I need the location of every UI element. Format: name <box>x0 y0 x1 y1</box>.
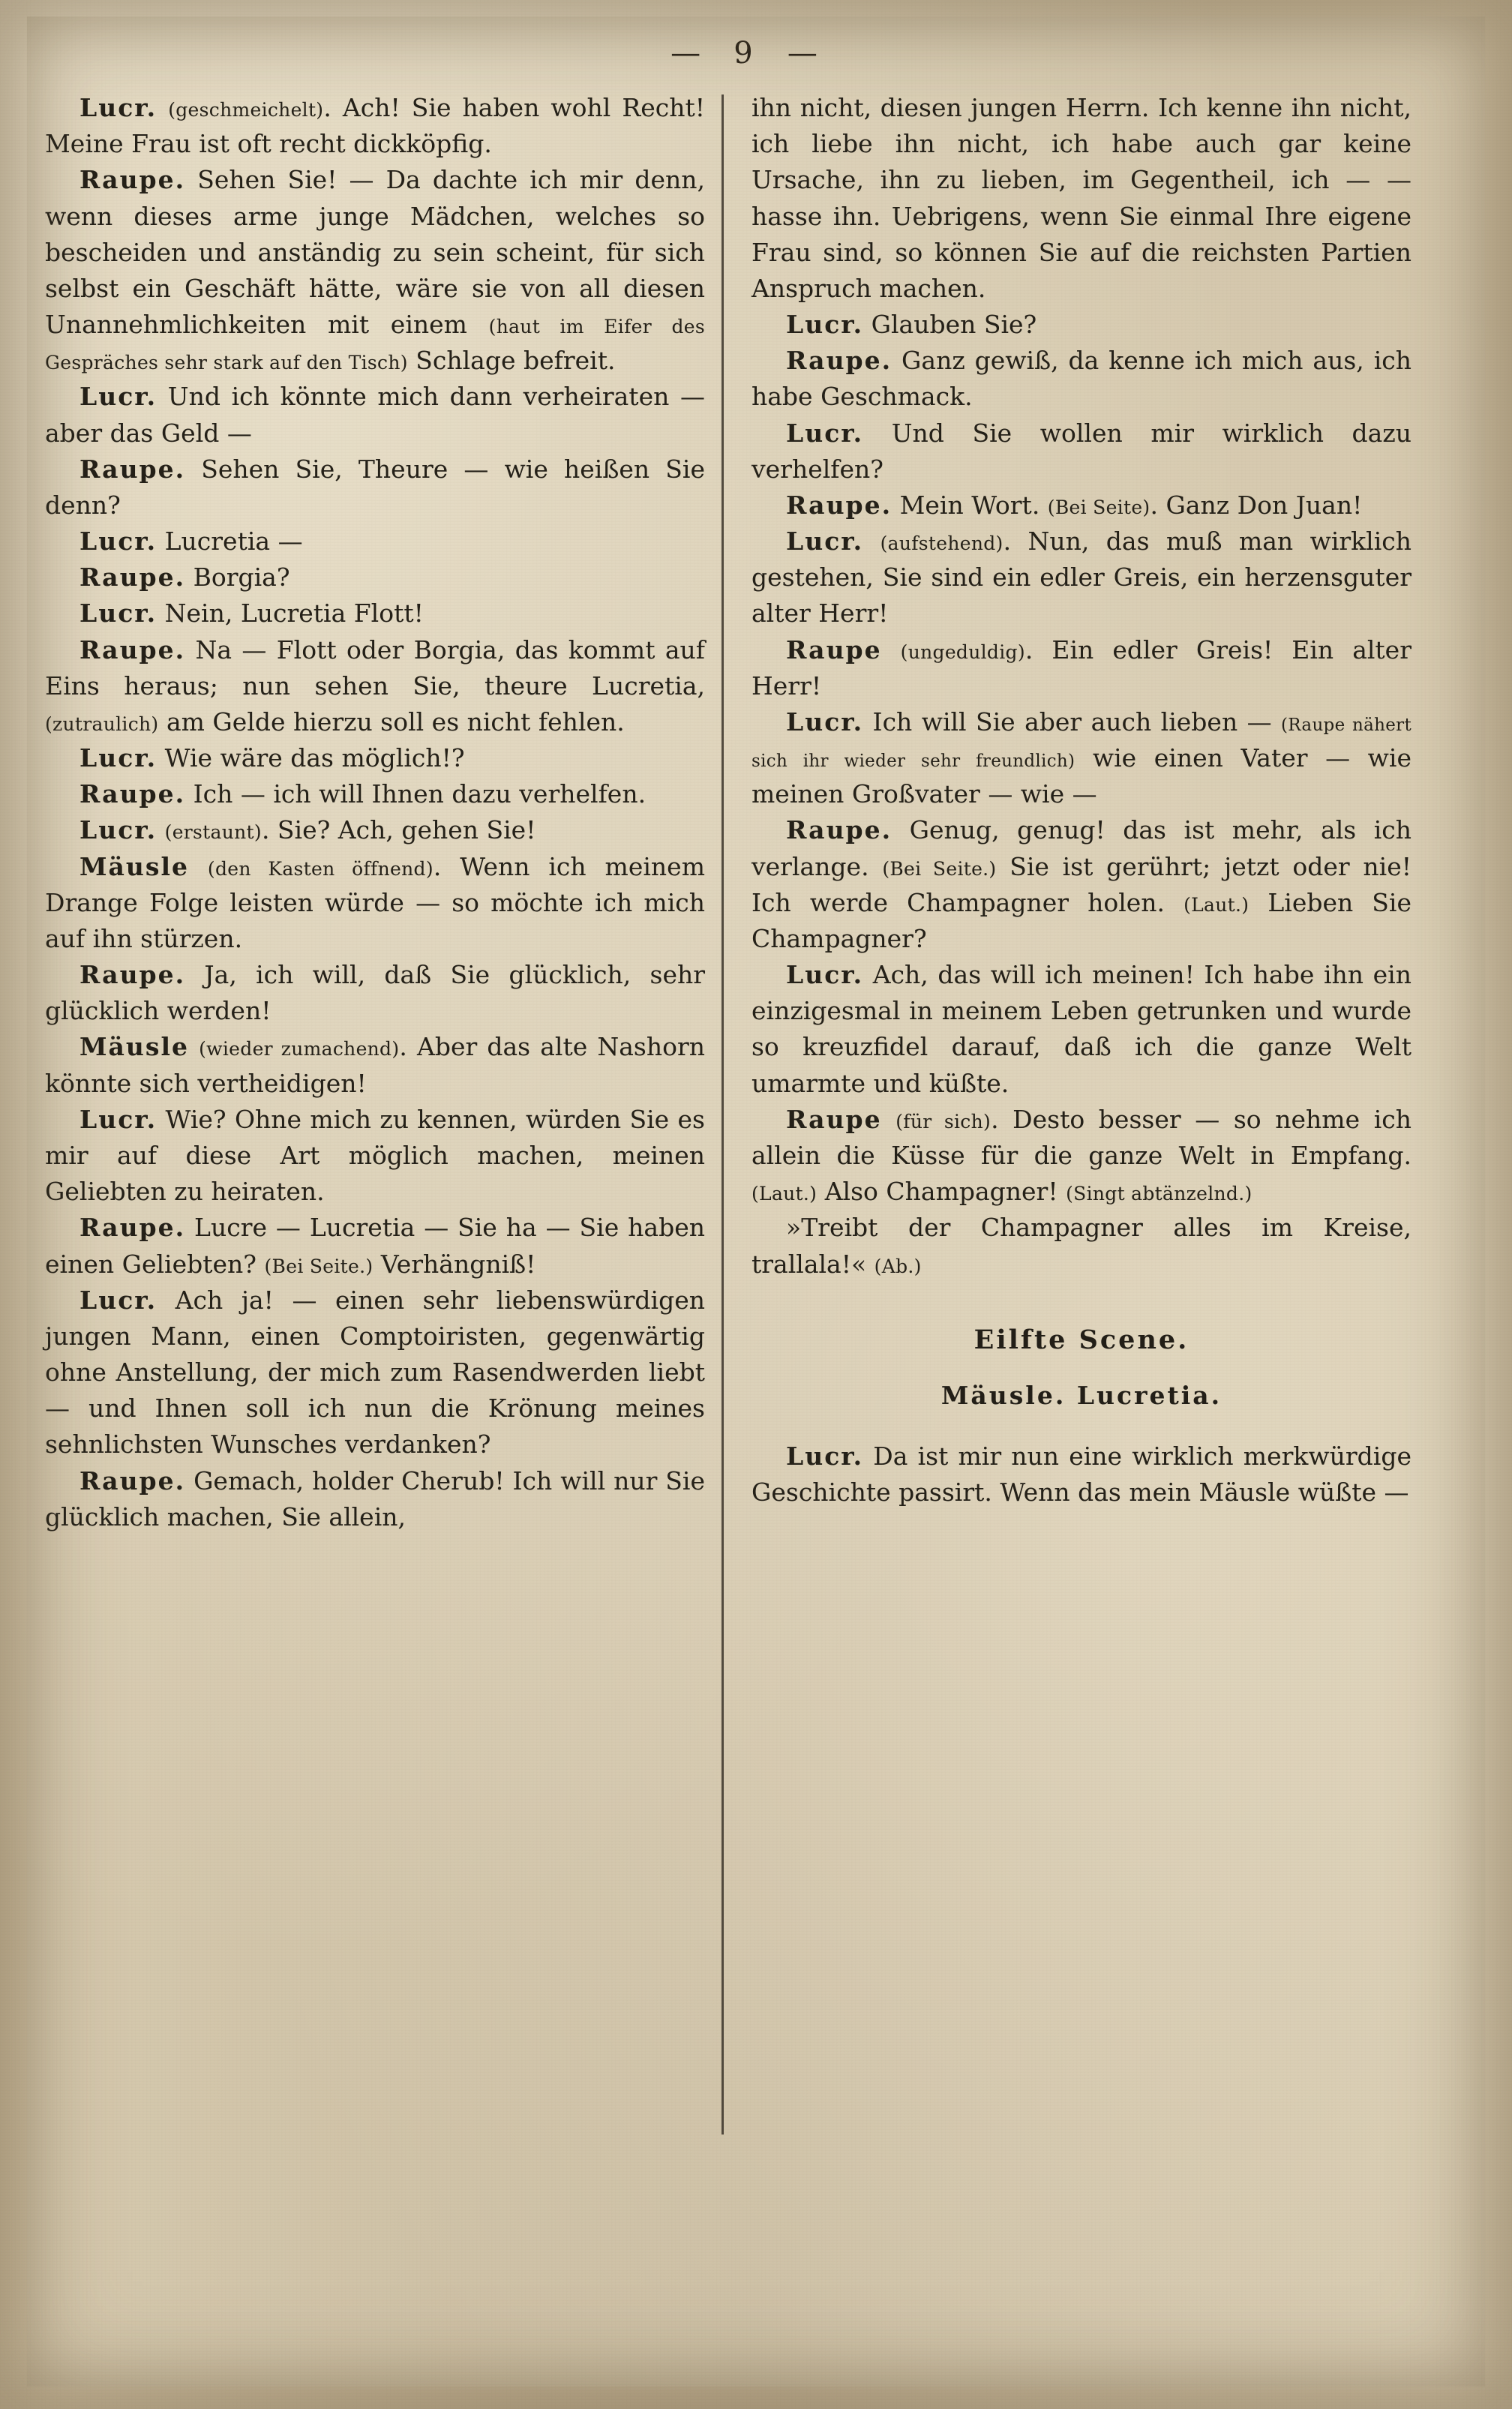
dialogue-paragraph: Raupe. Genug, genug! das ist mehr, als ich verlange. (Bei Seite.) Sie ist gerührt; jetzt oder nie! Ich werde Champagner holen. (Laut.) Lieben Sie Champagner? <box>752 815 1412 953</box>
dialogue-paragraph: Lucr. Da ist mir nun eine wirklich merkwürdige Geschichte passirt. Wenn das mein Mäusle wüßte — <box>752 1441 1412 1507</box>
dialogue-paragraph: »Treibt der Champagner alles im Kreise, trallala!« (Ab.) <box>752 1213 1412 1279</box>
page-content <box>39 15 1449 1535</box>
dialogue-paragraph: Raupe. Ganz gewiß, da kenne ich mich aus, ich habe Geschmack. <box>752 346 1412 412</box>
scene-heading: Eilfte Scene. <box>974 1324 1190 1355</box>
scene-cast-list: Mäusle. Lucretia. <box>940 1380 1222 1410</box>
folio-dash-right: — <box>787 36 818 70</box>
dialogue-paragraph: Raupe. Borgia? <box>80 562 290 592</box>
folio-dash-left: — <box>670 36 701 70</box>
dialogue-paragraph: Lucr. Wie wäre das möglich!? <box>80 743 465 773</box>
dialogue-paragraph: Lucr. Ach ja! — einen sehr liebenswürdigen jungen Mann, einen Comptoiristen, gegenwärtig ohne Anstellung, der mich zum Rasendwerden liebt — und Ihnen soll ich nun die Krönung meines sehnlichsten Wunsches verdanken? <box>45 1285 705 1460</box>
column-divider-rule <box>722 94 724 2134</box>
dialogue-paragraph: Lucr. Ach, das will ich meinen! Ich habe ihn ein einzigesmal in meinem Leben getrunken und wurde so kreuzfidel darauf, daß ich die ganze Welt umarmte und küßte. <box>752 960 1412 1098</box>
dialogue-paragraph: Lucr. Und Sie wollen mir wirklich dazu verhelfen? <box>752 418 1412 484</box>
dialogue-paragraph: Lucr. Nein, Lucretia Flott! <box>80 598 424 628</box>
dialogue-paragraph: Raupe (ungeduldig). Ein edler Greis! Ein alter Herr! <box>752 634 1412 700</box>
dialogue-paragraph: ihn nicht, diesen jungen Herrn. Ich kenne ihn nicht, ich liebe ihn nicht, ich habe auch gar keine Ursache, ihn zu lieben, im Gegentheil, ich — — hasse ihn. Uebrigens, wenn Sie einmal Ihre eigene Frau sind, so können Sie auf die reichsten Partien Anspruch machen. <box>752 93 1412 303</box>
dialogue-paragraph: Raupe. Ich — ich will Ihnen dazu verhelfen. <box>80 779 646 809</box>
dialogue-paragraph: Lucr. (aufstehend). Nun, das muß man wirklich gestehen, Sie sind ein edler Greis, ein herzensguter alter Herr! <box>752 526 1412 628</box>
dialogue-paragraph: Lucr. Wie? Ohne mich zu kennen, würden Sie es mir auf diese Art möglich machen, meinen Geliebten zu heiraten. <box>45 1104 705 1207</box>
dialogue-paragraph: Raupe. Gemach, holder Cherub! Ich will nur Sie glücklich machen, Sie allein, <box>45 1466 705 1532</box>
dialogue-paragraph: Lucr. Und ich könnte mich dann verheiraten — aber das Geld — <box>45 382 705 448</box>
dialogue-paragraph: Raupe. Ja, ich will, daß Sie glücklich, sehr glücklich werden! <box>45 960 705 1026</box>
dialogue-paragraph: Mäusle (den Kasten öffnend). Wenn ich meinem Drange Folge leisten würde — so möchte ich mich auf ihn stürzen. <box>45 851 705 953</box>
dialogue-paragraph: Raupe. Na — Flott oder Borgia, das kommt auf Eins heraus; nun sehen Sie, theure Lucretia, (zutraulich) am Gelde hierzu soll es nicht fehlen. <box>45 634 705 736</box>
right-text-column <box>722 90 1412 1535</box>
left-text-column <box>45 90 722 1535</box>
dialogue-paragraph: Lucr. Glauben Sie? <box>786 310 1037 340</box>
dialogue-paragraph: Lucr. (erstaunt). Sie? Ach, gehen Sie! <box>80 815 536 845</box>
dialogue-paragraph: Mäusle (wieder zumachend). Aber das alte Nashorn könnte sich vertheidigen! <box>45 1032 705 1098</box>
page-number <box>39 36 1449 70</box>
text-columns <box>45 90 1425 1535</box>
dialogue-paragraph: Raupe. Sehen Sie! — Da dachte ich mir denn, wenn dieses arme junge Mädchen, welches so bescheiden und anständig zu sein scheint, für sich selbst ein Geschäft hätte, wäre sie von all diesen Unannehmlichkeiten mit einem (haut im Eifer des Gespräches sehr stark auf den Tisch) Schlage befreit. <box>45 165 705 376</box>
dialogue-paragraph: Lucr. (geschmeichelt). Ach! Sie haben wohl Recht! Meine Frau ist oft recht dickköpfig. <box>45 93 705 159</box>
dialogue-paragraph: Raupe. Lucre — Lucretia — Sie ha — Sie haben einen Geliebten? (Bei Seite.) Verhängniß! <box>45 1213 705 1279</box>
dialogue-paragraph: Raupe (für sich). Desto besser — so nehme ich allein die Küsse für die ganze Welt in Empfang. (Laut.) Also Champagner! (Singt abtänzelnd.) <box>752 1104 1412 1207</box>
dialogue-paragraph: Lucr. Ich will Sie aber auch lieben — (Raupe nähert sich ihr wieder sehr freundlich) wie einen Vater — wie meinen Großvater — wie — <box>752 706 1412 809</box>
dialogue-paragraph: Lucr. Lucretia — <box>80 526 303 556</box>
dialogue-paragraph: Raupe. Mein Wort. (Bei Seite). Ganz Don Juan! <box>786 490 1363 520</box>
dialogue-paragraph: Raupe. Sehen Sie, Theure — wie heißen Sie denn? <box>45 454 705 520</box>
folio-number: 9 <box>734 36 754 70</box>
